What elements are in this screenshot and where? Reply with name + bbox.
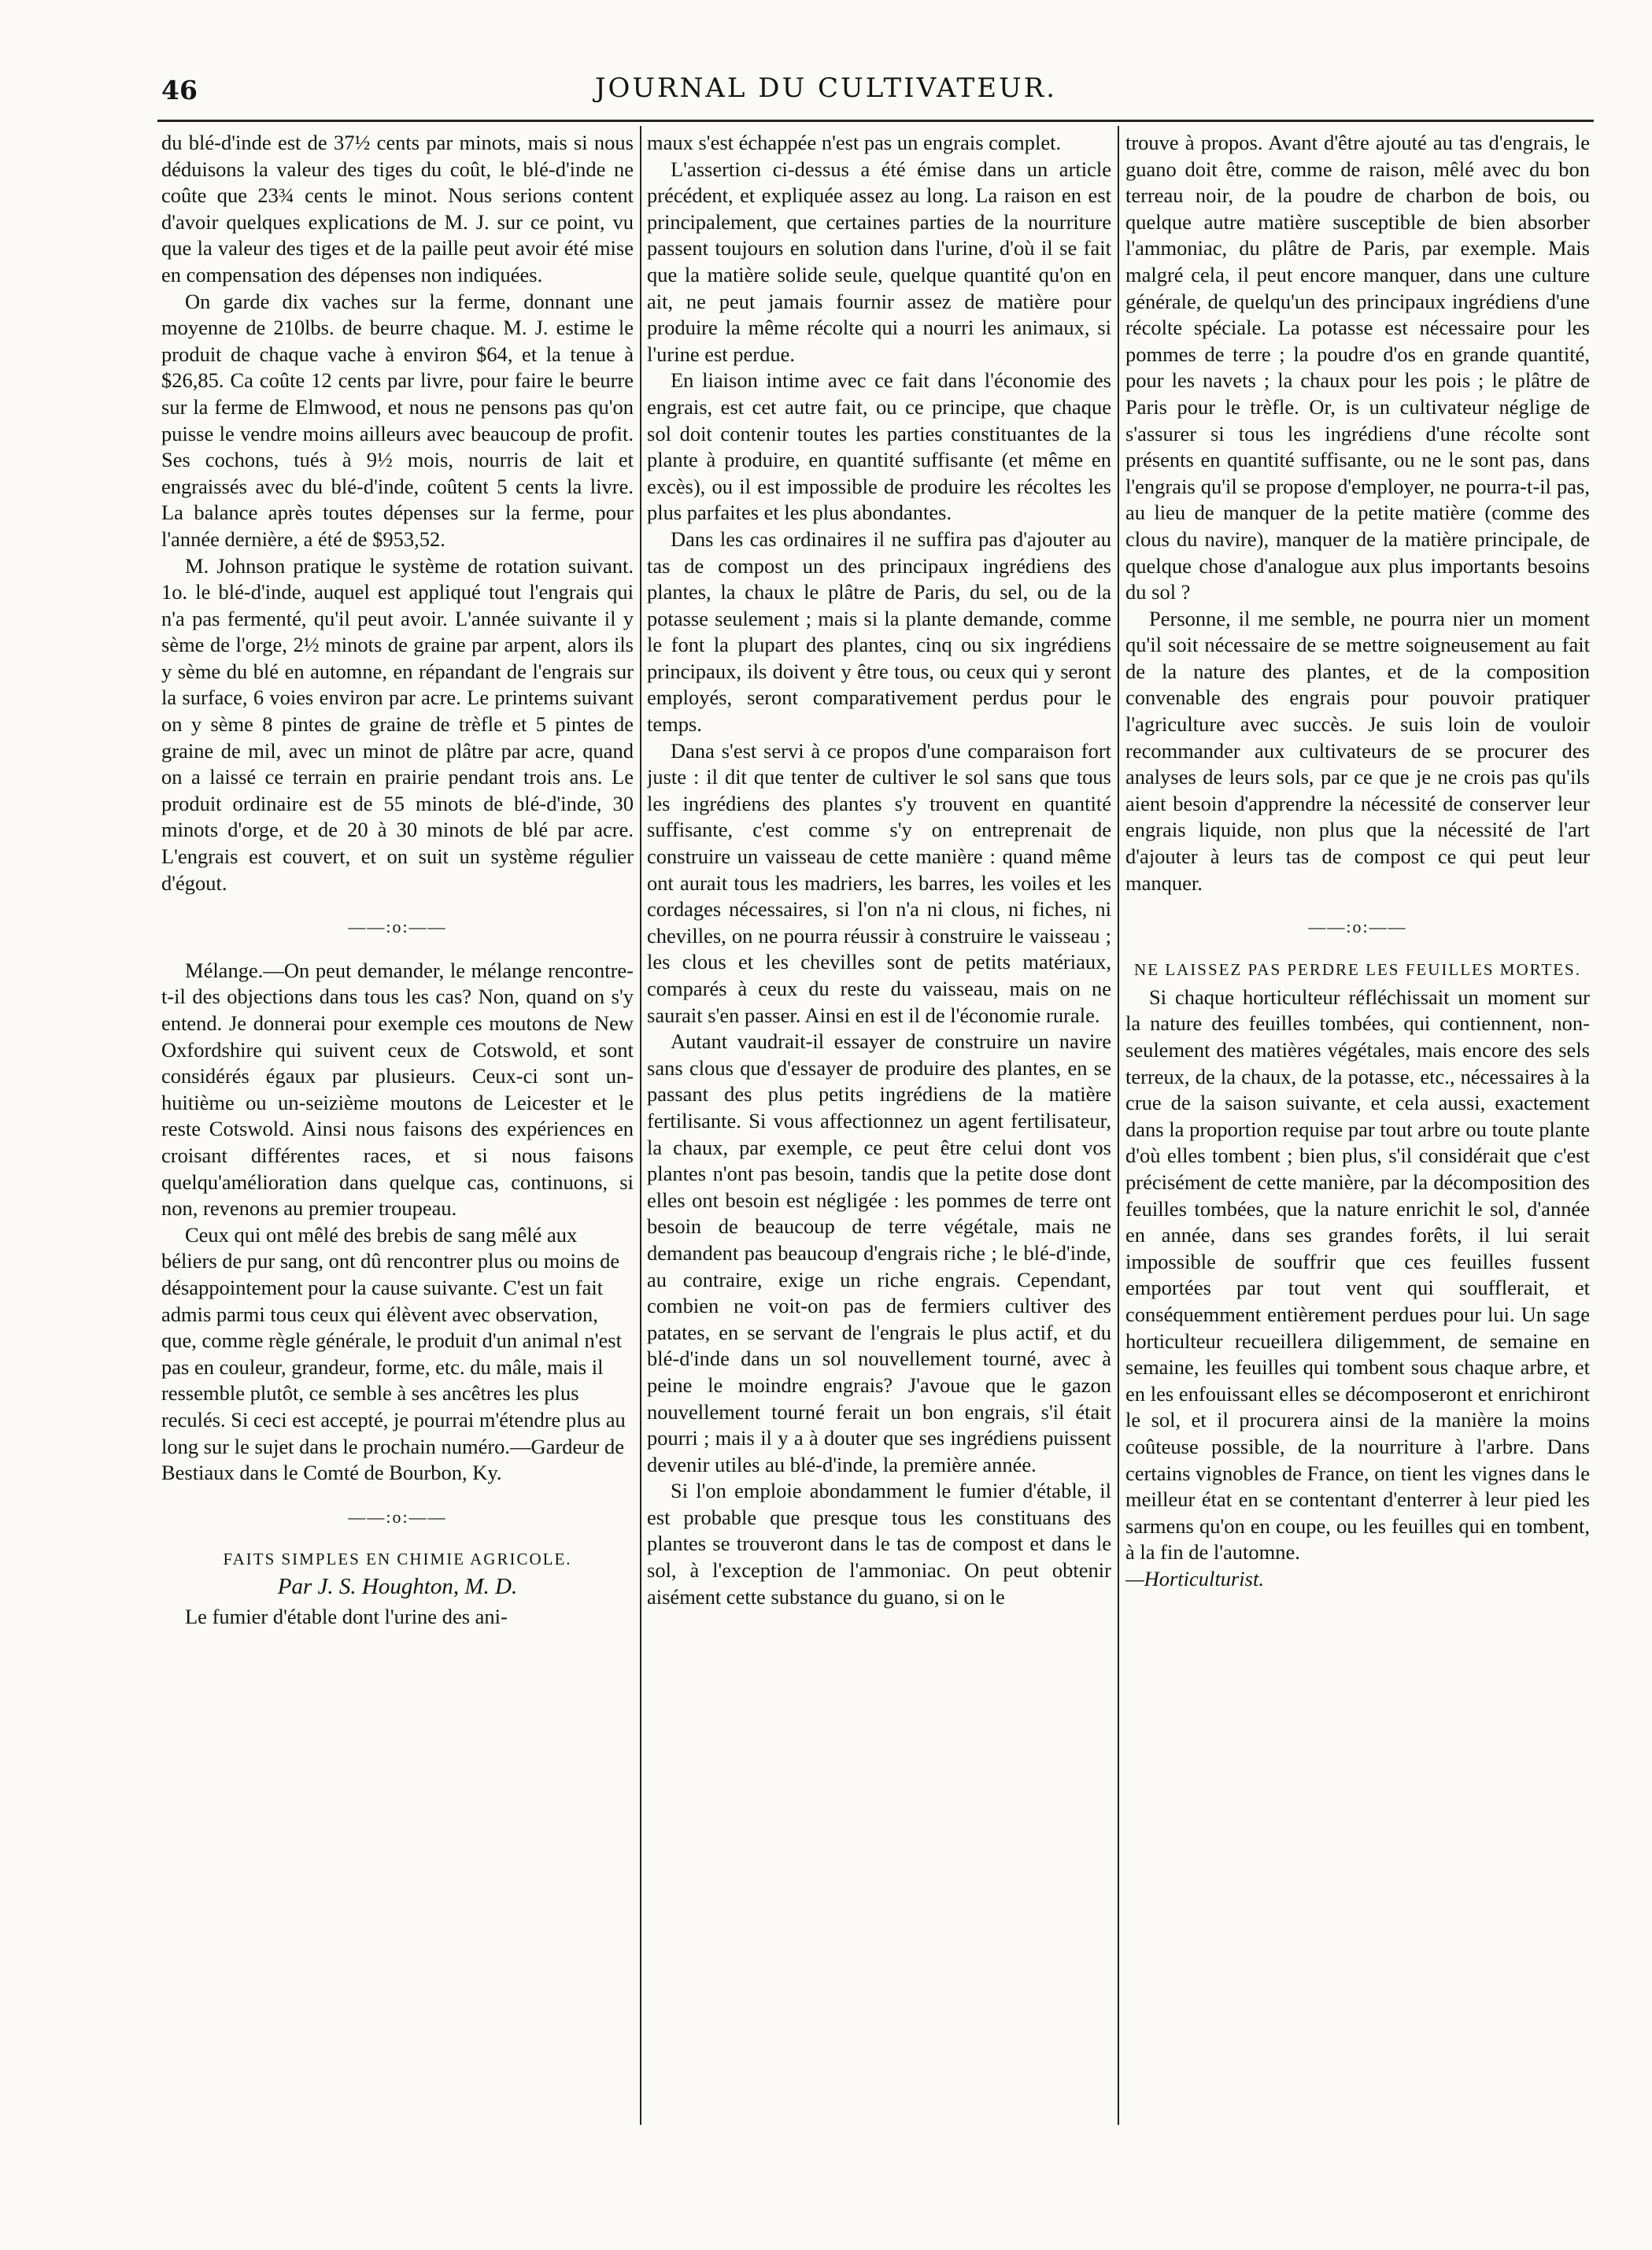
column-rule-1 xyxy=(640,126,641,2125)
article-text: On garde dix vaches sur la ferme, donnant une moyenne de 210lbs. de beurre chaque. M. J. estime le produit de chaque vache à environ $64, et la tenue à $26,85. Ca coûte 12 cents par livre, pour faire le beurre sur la ferme de Elmwood, et nous ne pensons pas qu'on puisse le vendre moins ailleurs avec beaucoup de profit. Ses cochons, tués à 9½ mois, nourris de lait et engraissés avec du blé-d'inde, coûtent 5 cents la livre. La balance après toutes dépenses sur la ferme, pour l'année dernière, a été de $953,52. xyxy=(161,289,634,551)
article-text: M. Johnson pratique le système de rotation suivant. 1o. le blé-d'inde, auquel est appliqué tout l'engrais qui n'a pas fermenté, qu'il peut avoir. L'année suivante il y sème de l'orge, 2½ minots de graine par arpent, alors ils y sème du blé en automne, en répandant de l'engrais sur la surface, 6 voies environ par acre. Le printems suivant on y sème 8 pintes de graine de trèfle et 5 pintes de graine de mil, avec un minot de plâtre par acre, quand on a laissé ce terrain en prairie pendant trois ans. Le produit ordinaire est de 55 minots de blé-d'inde, 30 minots d'orge, et de 20 à 30 minots de blé par acre. L'engrais est couvert, et on suit un système régulier d'égout. xyxy=(161,553,634,895)
header-rule xyxy=(157,120,1594,122)
article-text: Dans les cas ordinaires il ne suffira pas d'ajouter au tas de compost un des principaux ingrédiens des plantes, la chaux le plâtre de Paris, du sel, ou de la potasse seulement ; mais si la plante demande, comme le font la plupart des plantes, cinq ou six ingrédiens principaux, ils doivent y être tous, ou ceux qui y seront employés, seront comparativement perdus pour le temps. xyxy=(647,526,1111,737)
article-text: Personne, il me semble, ne pourra nier un moment qu'il soit nécessaire de se mettre soigneusement au fait de la nature des plantes, et de la composition convenable des engrais pour pouvoir pratiquer l'agriculture avec succès. Je suis loin de vouloir recommander aux cultivateurs de se procurer des analyses de leurs sols, par ce que je ne crois pas qu'ils aient besoin d'apprendre la nécessité de conserver leur engrais liquide, non plus que la nécessité de l'art d'ajouter à leurs tas de compost ce qui peut leur manquer. xyxy=(1125,606,1590,895)
column-2 xyxy=(647,130,1111,2129)
section-separator: ——:o:—— xyxy=(1308,917,1407,937)
section-separator: ——:o:—— xyxy=(348,917,447,937)
article-text: Le fumier d'étable dont l'urine des ani- xyxy=(185,1604,508,1628)
article-text: En liaison intime avec ce fait dans l'économie des engrais, est cet autre fait, ou ce principe, que chaque sol doit contenir toutes les parties constituantes de la plante à produire, en quantité suffisante (et même en excès), ou il est impossible de produire les récoltes les plus parfaites et les plus abondantes. xyxy=(647,368,1111,525)
article-text: Autant vaudrait-il essayer de construire un navire sans clous que d'essayer de produire des plantes, en se passant des plus petits ingrédiens de la matière fertilisante. Si vous affectionnez un agent fertilisateur, la chaux, par exemple, ce peut être celui dont vos plantes n'ont pas besoin, tandis que la petite dose dont elles ont besoin est négligée : les pommes de terre ont besoin de beaucoup de terre végétale, mais ne demandent pas beaucoup d'engrais riche ; le blé-d'inde, au contraire, exige un riche engrais. Cependant, combien ne voit-on pas de fermiers cultiver des patates, en se servant de l'engrais le plus actif, et du blé-d'inde dans un sol nouvellement tourné, avec à peine le moindre engrais? J'avoue que le gazon nouvellement tourné ferait un bon engrais, s'il était pourri ; mais il y a à douter que ses ingrédiens puissent devenir utiles au blé-d'inde, la première année. xyxy=(647,1029,1111,1476)
column-3 xyxy=(1125,130,1590,2129)
article-text: maux s'est échappée n'est pas un engrais complet. xyxy=(647,131,1062,154)
article-text: L'assertion ci-dessus a été émise dans un article précédent, et expliquée assez au long. La raison en est principalement, que certaines parties de la nourriture passent toujours en solution dans l'urine, d'où il se fait que la matière solide seule, quelque quantité qu'on en ait, ne peut jamais fournir assez de matière pour produire la même récolte qui a nourri les animaux, si l'urine est perdue. xyxy=(647,157,1111,366)
running-head: JOURNAL DU CULTIVATEUR. xyxy=(594,72,1058,104)
article-text: du blé-d'inde est de 37½ cents par minots, mais si nous déduisons la valeur des tiges du coût, le blé-d'inde ne coûte que 23¾ cents le minot. Nous serions content d'avoir quelques explications de M. J. sur ce point, vu que la valeur des tiges et de la paille peut avoir été mise en compensation des dépenses non indiquées. xyxy=(161,131,634,286)
article-text: Mélange.—On peut demander, le mélange rencontre-t-il des objections dans tous les cas? Non, quand on s'y entend. Je donnerai pour exemple ces moutons de New Oxfordshire qui suivent ceux de Cotswold, et sont considérés égaux par plusieurs. Ceux-ci sont un-huitième ou un-seizième moutons de Leicester et le reste Cotswold. Ainsi nous faisons des expériences en croisant différentes races, et si nous faisons quelqu'amélioration dans quelque cas, continuons, si non, revenons au premier troupeau. xyxy=(161,958,634,1221)
article-text: Dana s'est servi à ce propos d'une comparaison fort juste : il dit que tenter de cultiver le sol sans que tous les ingrédiens des plantes s'y trouvent en quantité suffisante, c'est comme s'y on entreprenait de construire un vaisseau de cette manière : quand même ont aurait tous les madriers, les barres, les voiles et les cordages nécessaires, si l'on n'a ni clous, ni fiches, ni chevilles, on ne pourra réussir à construire le vaisseau ; les clous et les chevilles sont de petits matériaux, comparés à ceux du reste du vaisseau, mais on ne saurait s'en passer. Ainsi en est il de l'économie rurale. xyxy=(647,738,1111,1027)
article-heading: NE LAISSEZ PAS PERDRE LES FEUILLES MORTES. xyxy=(1134,959,1581,979)
article-text: Si l'on emploie abondamment le fumier d'étable, il est probable que presque tous les constituans des plantes se trouveront dans le tas de compost et dans le sol, à l'exception de l'ammoniac. On peut obtenir aisément cette substance du guano, si on le xyxy=(647,1479,1111,1609)
article-source: —Horticulturist. xyxy=(1125,1566,1264,1591)
column-1 xyxy=(161,130,634,2129)
page-number: 46 xyxy=(161,75,198,105)
article-text: Si chaque horticulteur réfléchissait un moment sur la nature des feuilles tombées, qui contiennent, non-seulement des matières végétales, mais encore des sels terreux, de la chaux, de la potasse, etc., nécessaires à la crue de la saison suivante, et cela aussi, exactement dans la proportion requise par tout arbre ou toute plante d'où elles tombent ; bien plus, s'il considérait que c'est précisément de cette manière, par la décomposition des feuilles tombées, que la nature enrichit le sol, d'année en année, dans ses grandes forêts, il lui serait impossible de souffrir que ces feuilles fussent emportées par tout vent qui soufflerait, et conséquemment entièrement perdues pour lui. Un sage horticulteur recueillera diligemment, de semaine en semaine, les feuilles qui tombent sous chaque arbre, et en les enfouissant elles se décomposeront et enrichiront le sol, et il procurera ainsi de la manière la moins coûteuse possible, de la nourriture à l'arbre. Dans certains vignobles de France, on tient les vignes dans le meilleur état en se contentant d'enterrer à leur pied les sarmens qu'on en coupe, ou les feuilles qui en tombent, à la fin de l'automne. xyxy=(1125,985,1590,1565)
article-text: Ceux qui ont mêlé des brebis de sang mêlé aux béliers de pur sang, ont dû rencontrer plus ou moins de désappointement pour la cause suivante. C'est un fait admis parmi tous ceux qui élèvent avec observation, que, comme règle générale, le produit d'un animal n'est pas en couleur, grandeur, forme, etc. du mâle, mais il ressemble plutôt, ce semble à ses ancêtres les plus reculés. Si ceci est accepté, je pourrai m'étendre plus au long sur le sujet dans le prochain numéro.—Gardeur de Bestiaux dans le Comté de Bourbon, Ky. xyxy=(161,1222,626,1485)
article-text: trouve à propos. Avant d'être ajouté au tas d'engrais, le guano doit être, comme de raison, mêlé avec du bon terreau noir, de la poudre de charbon de bois, ou quelque autre matière susceptible de bien absorber l'ammoniac, du plâtre de Paris, par exemple. Mais malgré cela, il peut encore manquer, dans une culture générale, de quelqu'un des principaux ingrédiens d'une récolte spéciale. La potasse est nécessaire pour les pommes de terre ; la poudre d'os en grande quantité, pour les navets ; la chaux pour les pois ; le plâtre de Paris pour le trèfle. Or, is un cultivateur néglige de s'assurer si tous les ingrédiens d'une récolte sont présents en quantité suffisante, ou ne le sont pas, dans l'engrais qu'il se propose d'employer, ne pourra-t-il pas, au lieu de manquer de la petite matière (comme des clous du navire), manquer de la matière principale, de quelque chose d'analogue aux plus importants besoins du sol ? xyxy=(1125,131,1590,604)
article-byline: Par J. S. Houghton, M. D. xyxy=(277,1574,518,1600)
article-heading: FAITS SIMPLES EN CHIMIE AGRICOLE. xyxy=(223,1550,572,1569)
column-rule-2 xyxy=(1118,126,1119,2125)
section-separator: ——:o:—— xyxy=(348,1506,447,1527)
